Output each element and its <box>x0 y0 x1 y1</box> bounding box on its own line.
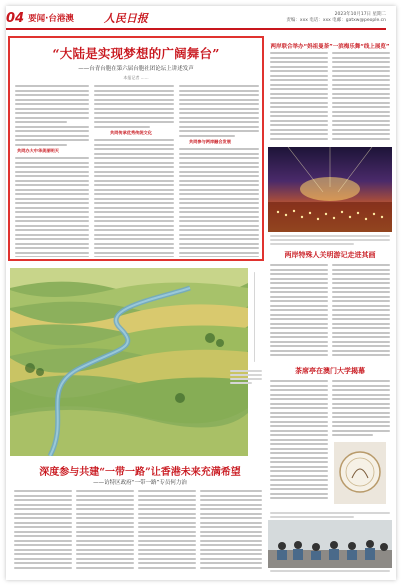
page-number: 04 <box>6 10 25 26</box>
lead-article-title: “大陆是实现梦想的广阔舞台” <box>52 46 220 61</box>
lead-section-heading: 共同参与两岸融合发展 <box>189 139 231 144</box>
lead-section-heading: 共同办大中华美丽明天 <box>17 148 59 153</box>
right-article-title: 茶席亭在澳门大学揭幕 <box>295 367 365 375</box>
terraced-fields-photo <box>10 268 248 456</box>
right-article-title: 两岸联合举办“妈祖曼荼”一滨梅乐舞“线上展览” <box>270 44 390 50</box>
landscape-photo-note <box>230 370 262 386</box>
stage-lights-graphic <box>268 147 392 232</box>
landscape-photo-caption <box>252 272 257 362</box>
artwork-photo <box>334 442 386 504</box>
lead-column-3 <box>179 85 259 257</box>
page-header <box>6 8 386 30</box>
right-article-text <box>270 52 328 144</box>
right-article-text <box>332 264 390 362</box>
newspaper-logo: 人民日报 <box>103 12 148 25</box>
section-title: 要闻·台港澳 <box>28 14 74 24</box>
right-article-text <box>270 264 328 362</box>
stage-performance-photo <box>268 147 392 232</box>
artwork-graphic <box>334 442 386 504</box>
feature-column-2 <box>76 490 134 572</box>
classroom-photo <box>268 520 392 568</box>
feature-column-4 <box>200 490 262 572</box>
lead-column-2 <box>94 85 174 257</box>
right-article-text <box>270 380 328 508</box>
right-article-title: 两岸特殊人关明游记走进其画 <box>284 251 376 259</box>
right-article-text <box>332 380 390 440</box>
feature-article-title: 深度参与共建“一带一路”让香港未来充满希望 <box>39 467 241 478</box>
landscape-graphic <box>10 268 248 456</box>
header-contact: 责编：xxx 电话：xxx 电邮：gatxw@people.cn <box>286 18 386 23</box>
feature-column-3 <box>138 490 196 572</box>
artwork-caption <box>270 512 390 520</box>
feature-article-subtitle: ——访特区政府“一带一路”专员何力治 <box>93 480 187 486</box>
header-date-block <box>286 12 386 24</box>
classroom-caption <box>270 570 390 574</box>
classroom-graphic <box>268 520 392 568</box>
lead-column-1 <box>15 85 89 257</box>
lead-section-heading: 共同传承优秀传统文化 <box>110 130 152 135</box>
feature-column-1 <box>14 490 72 572</box>
lead-article-byline: 本报记者 …… <box>123 75 149 80</box>
right-article-text <box>332 52 390 144</box>
stage-photo-caption <box>270 235 390 247</box>
lead-article-subtitle: ——台青台胞在第六届台胞社团论坛上讲述发声 <box>78 66 194 72</box>
header-date: 2023年10月17日 星期二 <box>334 12 386 17</box>
